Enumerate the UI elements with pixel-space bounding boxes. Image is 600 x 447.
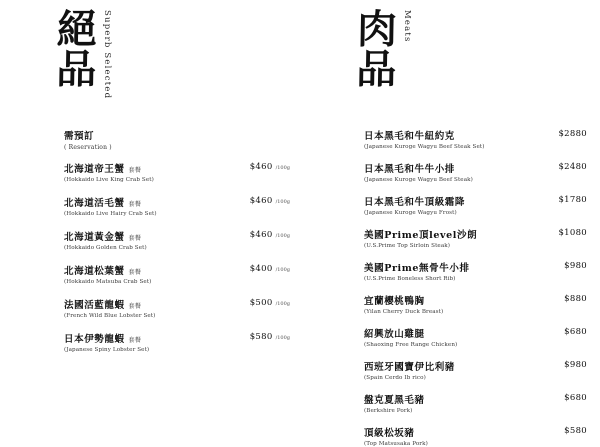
column-superb-selected <box>40 0 290 401</box>
menu-item-text <box>364 326 564 348</box>
menu-item-title-line <box>64 229 244 243</box>
menu-item-name-zh: 日本黑毛和牛頂級霜降 <box>364 197 466 208</box>
menu-item-name-zh: 盤克夏黑毛豬 <box>364 395 425 406</box>
menu-item-name-en: (Japanese Kuroge Wagyu Beef Steak) <box>364 177 473 183</box>
menu-item-name-zh: 宜蘭櫻桃鴨胸 <box>364 296 425 307</box>
menu-item <box>364 425 590 447</box>
menu-item-price-group <box>558 128 590 139</box>
heading-en-meats: Meats <box>402 10 412 43</box>
menu-item-text <box>64 195 250 217</box>
menu-item-text <box>364 425 564 447</box>
menu-item-price-group <box>564 359 590 370</box>
menu-item-text <box>364 161 558 183</box>
menu-item <box>64 195 290 217</box>
menu-item-name-en: (Hokkaido Matsuba Crab Set) <box>64 279 152 285</box>
menu-item <box>64 161 290 183</box>
menu-item-price-group <box>564 293 590 304</box>
menu-item-tag: 套餐 <box>128 167 142 174</box>
menu-item <box>64 297 290 319</box>
menu-item-name-zh: 西班牙國寶伊比利豬 <box>364 362 455 373</box>
menu-item-title-line <box>364 260 558 274</box>
column-meats <box>340 0 590 447</box>
section-heading-superb-selected <box>40 0 290 110</box>
menu-item-price-group <box>564 425 590 436</box>
menu-item-title-line <box>364 128 552 142</box>
menu-item-price-group <box>250 263 290 274</box>
menu-item-tag: 套餐 <box>128 235 142 242</box>
menu-item-price: $460 <box>249 162 273 172</box>
menu-item-name-en: (Shaoxing Free Range Chicken) <box>364 342 458 348</box>
menu-item-name-zh: 日本伊勢龍蝦 <box>64 334 125 345</box>
menu-item-title-line <box>64 331 244 345</box>
menu-item-title-line <box>64 263 244 277</box>
menu-item-name-en: (Japanese Spiny Lobster Set) <box>64 347 150 353</box>
menu-item-name-en: (Yilan Cherry Duck Breast) <box>364 309 444 315</box>
menu-item-price: $2480 <box>558 162 587 172</box>
menu-item-unit: /100g <box>275 301 290 307</box>
menu-item-price: $500 <box>249 298 273 308</box>
menu-item-price-group <box>250 195 290 206</box>
menu-item <box>364 161 590 183</box>
menu-list-superb-selected <box>64 161 290 353</box>
menu-item-name-zh: 北海道活毛蟹 <box>64 198 125 209</box>
menu-item <box>364 128 590 150</box>
menu-item-name-zh: 日本黑毛和牛牛小排 <box>364 164 455 175</box>
menu-item-text <box>64 229 250 251</box>
menu-item-title-line <box>364 326 558 340</box>
menu-item-price: $2880 <box>558 129 587 139</box>
heading-zh-meats: 肉品 <box>349 8 398 88</box>
menu-item-name-en: (Japanese Kuroge Wagyu Beef Steak Set) <box>364 144 485 150</box>
menu-item-name-zh: 北海道黃金蟹 <box>64 232 125 243</box>
menu-item-tag: 套餐 <box>128 201 142 208</box>
menu-item-name-zh: 北海道帝王蟹 <box>64 164 125 175</box>
menu-item-name-en: (Top Matsusaka Pork) <box>364 441 428 447</box>
menu-item-name-en: (Spain Cerdo Ib rico) <box>364 375 426 381</box>
menu-item-text <box>64 263 250 285</box>
menu-item-price: $400 <box>249 264 273 274</box>
menu-item-name-zh: 美國Prime頂level沙朗 <box>364 230 478 241</box>
menu-item-tag: 套餐 <box>128 337 142 344</box>
menu-item-title-line <box>64 195 244 209</box>
menu-item-price: $880 <box>564 294 587 304</box>
menu-item-price: $580 <box>249 332 273 342</box>
menu-item-price: $680 <box>564 393 587 403</box>
menu-item-price: $1080 <box>558 228 587 238</box>
menu-item-text <box>364 227 558 249</box>
menu-item-text <box>64 161 250 183</box>
menu-item-title-line <box>364 161 552 175</box>
menu-item-name-en: (Berkshire Pork) <box>364 408 413 414</box>
menu-item-price: $460 <box>249 230 273 240</box>
menu-item-name-zh: 北海道松葉蟹 <box>64 266 125 277</box>
menu-item-text <box>364 128 558 150</box>
menu-item-text <box>64 297 250 319</box>
menu-item-name-en: (Hokkaido Golden Crab Set) <box>64 245 147 251</box>
menu-item-name-zh: 美國Prime無骨牛小排 <box>364 263 470 274</box>
reservation-notice <box>64 128 290 151</box>
menu-item-price: $460 <box>249 196 273 206</box>
menu-item-title-line <box>64 297 244 311</box>
menu-item-unit: /100g <box>275 233 290 239</box>
menu-item <box>364 293 590 315</box>
menu-item-price: $1780 <box>558 195 587 205</box>
menu-item-title-line <box>364 392 558 406</box>
menu-item-name-zh: 法國活藍龍蝦 <box>64 300 125 311</box>
menu-item-unit: /100g <box>275 335 290 341</box>
menu-item <box>364 392 590 414</box>
menu-item-text <box>364 293 564 315</box>
menu-item-price-group <box>250 229 290 240</box>
section-heading-meats <box>340 0 590 110</box>
menu-item-name-en: (Hokkaido Live King Crab Set) <box>64 177 154 183</box>
menu-item-price: $680 <box>564 327 587 337</box>
menu-item-price-group <box>558 161 590 172</box>
reservation-notice-en: ( Reservation ) <box>64 144 112 151</box>
menu-item-name-zh: 頂級松坂豬 <box>364 428 415 439</box>
menu-item-title-line <box>64 161 244 175</box>
menu-item-text <box>364 260 564 282</box>
menu-item-price: $980 <box>564 261 587 271</box>
menu-item-name-en: (U.S.Prime Top Sirloin Steak) <box>364 243 451 249</box>
menu-item-unit: /100g <box>275 267 290 273</box>
menu-item-tag: 套餐 <box>128 269 142 276</box>
menu-item <box>364 359 590 381</box>
menu-item <box>64 229 290 251</box>
menu-item-price-group <box>558 194 590 205</box>
menu-item-price-group <box>564 392 590 403</box>
menu-item-price-group <box>564 260 590 271</box>
menu-item <box>64 331 290 353</box>
menu-item-price-group <box>250 331 290 342</box>
menu-item-tag: 套餐 <box>128 303 142 310</box>
menu-item-name-zh: 日本黑毛和牛紐約克 <box>364 131 455 142</box>
reservation-notice-zh: 需預訂 <box>64 131 95 142</box>
menu-item-name-en: (French Wild Blue Lobster Set) <box>64 313 156 319</box>
heading-en-superb-selected: Superb Selected <box>102 10 112 100</box>
menu-item-price-group <box>564 326 590 337</box>
menu-item <box>64 263 290 285</box>
menu-item-price-group <box>250 161 290 172</box>
menu-item-title-line <box>364 227 552 241</box>
menu-item-price-group <box>250 297 290 308</box>
menu-item-name-en: (Hokkaido Live Hairy Crab Set) <box>64 211 157 217</box>
menu-item-title-line <box>364 359 558 373</box>
menu-item-unit: /100g <box>275 199 290 205</box>
menu-item-price: $580 <box>564 426 587 436</box>
menu-item-text <box>364 359 564 381</box>
menu-item-title-line <box>364 293 558 307</box>
menu-item-text <box>364 194 558 216</box>
menu-item-price-group <box>558 227 590 238</box>
menu-item-text <box>364 392 564 414</box>
menu-item-text <box>64 331 250 353</box>
menu-item-name-zh: 紹興放山雞腿 <box>364 329 425 340</box>
menu-item <box>364 227 590 249</box>
menu-item-name-en: (Japanese Kuroge Wagyu Frost) <box>364 210 457 216</box>
menu-item-name-en: (U.S.Prime Boneless Short Rib) <box>364 276 456 282</box>
menu-item <box>364 326 590 348</box>
menu-item <box>364 260 590 282</box>
menu-item <box>364 194 590 216</box>
menu-list-meats <box>364 128 590 447</box>
menu-item-title-line <box>364 425 558 439</box>
menu-item-title-line <box>364 194 552 208</box>
menu-item-unit: /100g <box>275 165 290 171</box>
heading-zh-superb-selected: 絕品 <box>49 8 98 88</box>
menu-item-price: $980 <box>564 360 587 370</box>
